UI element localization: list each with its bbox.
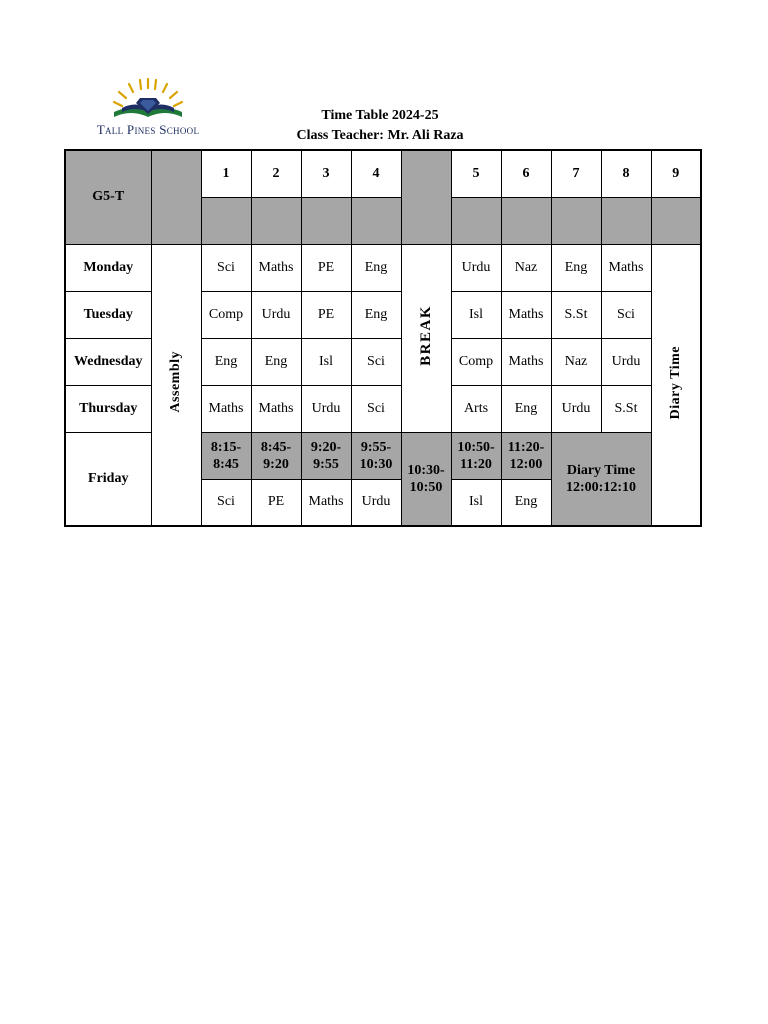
assembly-cell	[151, 244, 201, 526]
day-label: Friday	[65, 432, 151, 526]
diary-label: Diary Time	[667, 345, 683, 419]
subject-cell: Urdu	[301, 385, 351, 432]
time-cell	[451, 197, 501, 244]
subject-cell: S.St	[551, 291, 601, 338]
subject-cell: Eng	[351, 244, 401, 291]
subject-cell: Comp	[201, 291, 251, 338]
time-cell: 11:20- 12:00	[501, 432, 551, 479]
assembly-label: Assembly	[168, 351, 183, 414]
subject-cell: PE	[251, 479, 301, 526]
subject-cell: Eng	[351, 291, 401, 338]
time-cell: 9:55- 10:30	[351, 432, 401, 479]
subject-cell: Sci	[351, 385, 401, 432]
time-cell	[601, 197, 651, 244]
period-5: 5	[451, 150, 501, 197]
subject-cell: S.St	[601, 385, 651, 432]
subject-cell: PE	[301, 244, 351, 291]
subject-cell: Naz	[551, 338, 601, 385]
school-logo	[78, 76, 218, 142]
subject-cell: Urdu	[451, 244, 501, 291]
time-cell	[201, 197, 251, 244]
subject-cell: Eng	[251, 338, 301, 385]
subject-cell: Isl	[451, 479, 501, 526]
period-8: 8	[601, 150, 651, 197]
diary-time-cell: Diary Time 12:00:12:10	[551, 432, 651, 526]
subject-cell: Urdu	[551, 385, 601, 432]
assembly-header	[151, 150, 201, 244]
time-cell: 10:50- 11:20	[451, 432, 501, 479]
table-row	[65, 244, 701, 291]
subject-cell: Naz	[501, 244, 551, 291]
period-header-row	[65, 150, 701, 197]
subject-cell: Maths	[251, 385, 301, 432]
period-4: 4	[351, 150, 401, 197]
period-7: 7	[551, 150, 601, 197]
subject-cell: Isl	[301, 338, 351, 385]
subject-cell: Urdu	[351, 479, 401, 526]
break-time-cell: 10:30- 10:50	[401, 432, 451, 526]
subject-cell: Sci	[601, 291, 651, 338]
period-6: 6	[501, 150, 551, 197]
school-crest-icon	[78, 76, 218, 122]
subject-cell: Eng	[551, 244, 601, 291]
subject-cell: Maths	[201, 385, 251, 432]
time-cell: 9:20- 9:55	[301, 432, 351, 479]
period-2: 2	[251, 150, 301, 197]
subject-cell: Comp	[451, 338, 501, 385]
time-cell	[351, 197, 401, 244]
class-teacher: Class Teacher: Mr. Ali Raza	[296, 128, 464, 143]
subject-cell: Sci	[351, 338, 401, 385]
subject-cell: Sci	[201, 244, 251, 291]
day-label: Tuesday	[65, 291, 151, 338]
break-header	[401, 150, 451, 244]
period-1: 1	[201, 150, 251, 197]
subject-cell: Maths	[501, 291, 551, 338]
subject-cell: Urdu	[601, 338, 651, 385]
break-cell	[401, 244, 451, 432]
subject-cell: Eng	[201, 338, 251, 385]
page-title: Time Table 2024-25	[321, 108, 439, 123]
subject-cell: Urdu	[251, 291, 301, 338]
subject-cell: Maths	[501, 338, 551, 385]
class-name: G5-T	[65, 150, 151, 244]
break-label: BREAK	[417, 305, 434, 366]
subject-cell: Eng	[501, 385, 551, 432]
subject-cell: Maths	[251, 244, 301, 291]
time-cell: 8:15- 8:45	[201, 432, 251, 479]
time-cell	[551, 197, 601, 244]
day-label: Thursday	[65, 385, 151, 432]
time-cell	[301, 197, 351, 244]
subject-cell: Maths	[301, 479, 351, 526]
school-name: Tall Pines School	[96, 122, 200, 137]
diary-cell	[651, 244, 701, 526]
subject-cell: Eng	[501, 479, 551, 526]
period-9: 9	[651, 150, 701, 197]
time-cell: 8:45- 9:20	[251, 432, 301, 479]
timetable	[64, 149, 702, 527]
time-cell	[251, 197, 301, 244]
day-label: Wednesday	[65, 338, 151, 385]
time-cell	[651, 197, 701, 244]
subject-cell: Arts	[451, 385, 501, 432]
subject-cell: Sci	[201, 479, 251, 526]
day-label: Monday	[65, 244, 151, 291]
time-cell	[501, 197, 551, 244]
subject-cell: PE	[301, 291, 351, 338]
period-3: 3	[301, 150, 351, 197]
subject-cell: Isl	[451, 291, 501, 338]
subject-cell: Maths	[601, 244, 651, 291]
